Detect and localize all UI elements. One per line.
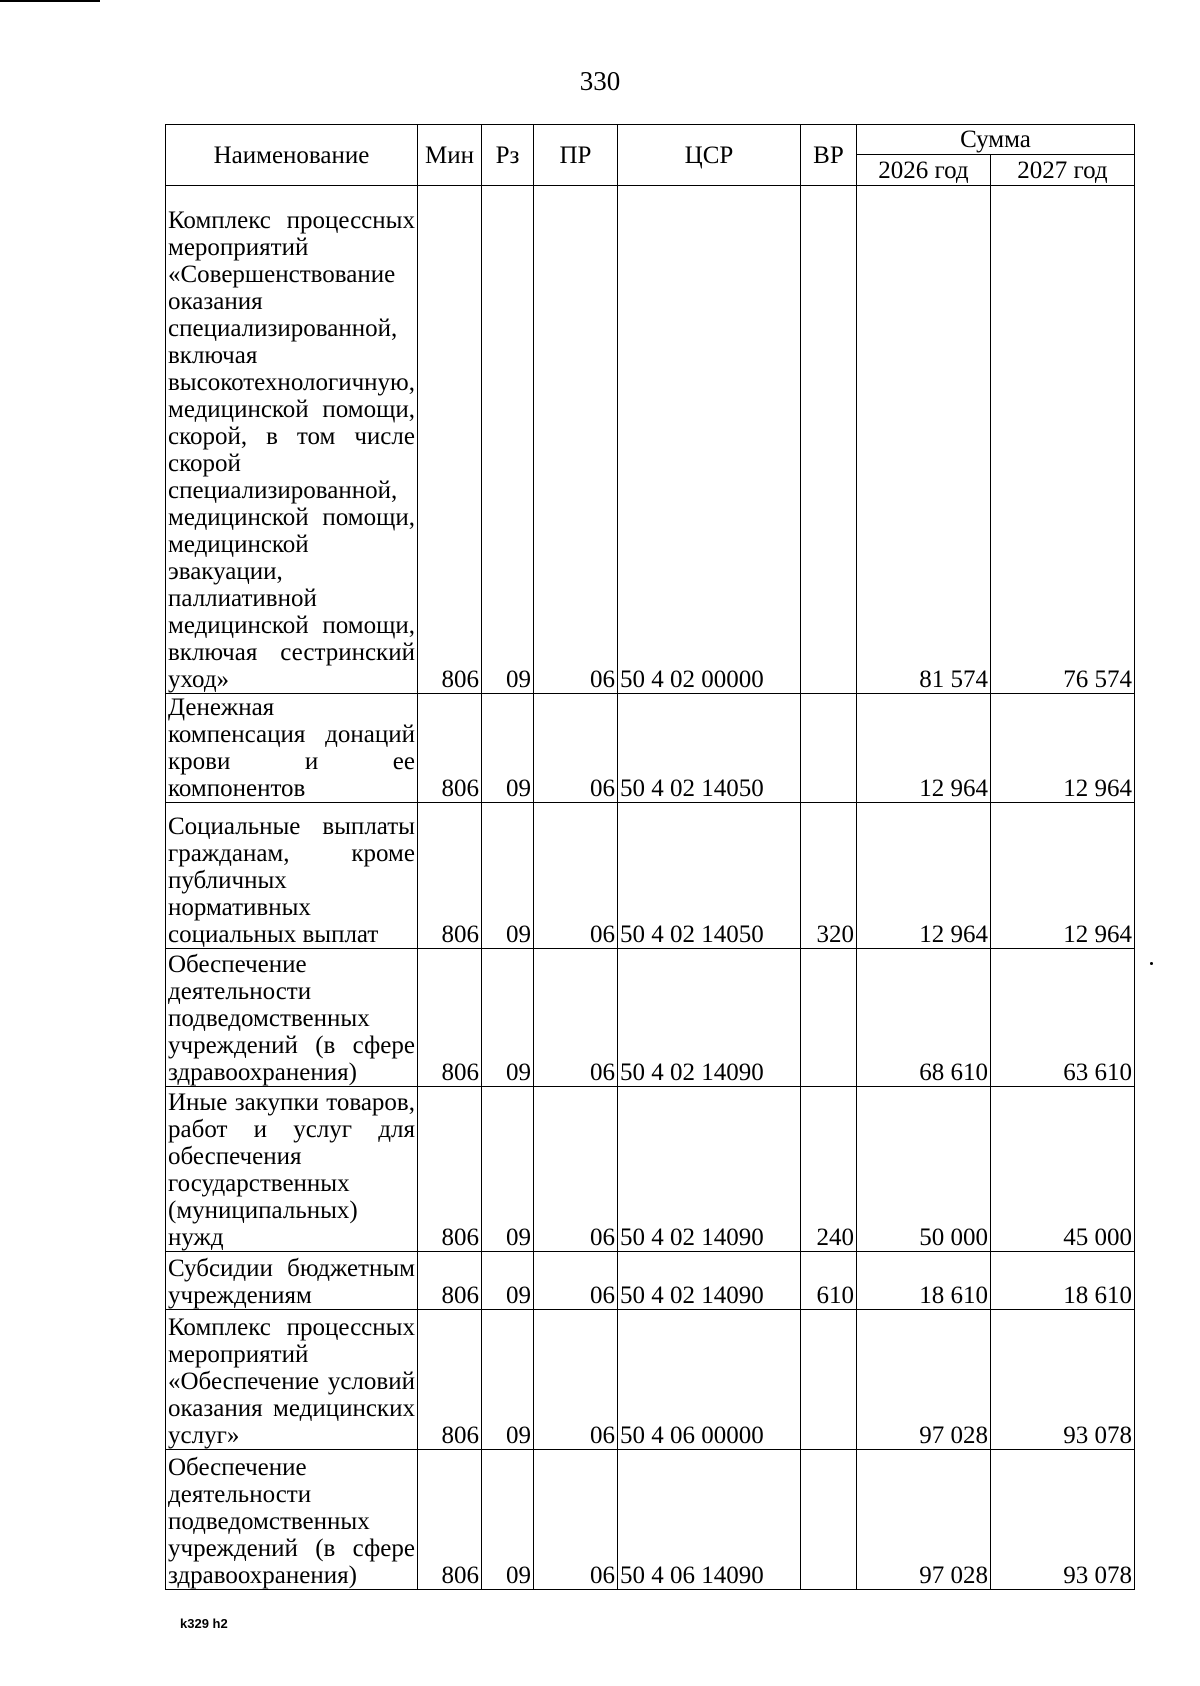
table-row <box>166 1252 1135 1310</box>
row-csr: 50 4 02 14090 <box>617 1087 800 1252</box>
budget-table <box>165 124 1135 1590</box>
row-amount-2026: 50 000 <box>856 1087 990 1252</box>
row-name: Комплекс процессных мероприятий «Совершенствование оказания специализированной, включая высокотехнологичную, медицинской помощи, скорой, в том числе скорой специализированной, медицинской помощи, медицинской эвакуации, паллиативной медицинской помощи, включая сестринский уход» <box>166 186 418 694</box>
header-rz: Рз <box>481 125 533 186</box>
scan-edge-mark <box>0 0 100 2</box>
row-amount-2026: 97 028 <box>856 1310 990 1450</box>
row-min: 806 <box>417 1450 481 1590</box>
row-min: 806 <box>417 1310 481 1450</box>
row-amount-2027: 12 964 <box>990 803 1134 949</box>
row-csr: 50 4 02 14050 <box>617 803 800 949</box>
row-csr: 50 4 06 14090 <box>617 1450 800 1590</box>
table-row <box>166 694 1135 803</box>
footer-code: k329 h2 <box>180 1616 228 1631</box>
page-number: 330 <box>579 66 621 96</box>
header-min: Мин <box>417 125 481 186</box>
row-csr: 50 4 02 00000 <box>617 186 800 694</box>
table-row <box>166 1310 1135 1450</box>
row-rz: 09 <box>481 1087 533 1252</box>
table-row <box>166 186 1135 694</box>
header-vr: ВР <box>800 125 856 186</box>
table-row <box>166 1087 1135 1252</box>
row-min: 806 <box>417 694 481 803</box>
row-amount-2027: 76 574 <box>990 186 1134 694</box>
row-amount-2027: 12 964 <box>990 694 1134 803</box>
row-name: Субсидии бюджетным учреждениям <box>166 1252 418 1310</box>
row-pr: 06 <box>533 1450 617 1590</box>
row-vr <box>800 1450 856 1590</box>
row-pr: 06 <box>533 1087 617 1252</box>
row-min: 806 <box>417 1087 481 1252</box>
row-vr <box>800 694 856 803</box>
row-amount-2026: 18 610 <box>856 1252 990 1310</box>
row-pr: 06 <box>533 1310 617 1450</box>
header-csr: ЦСР <box>617 125 800 186</box>
row-amount-2027: 18 610 <box>990 1252 1134 1310</box>
row-vr: 610 <box>800 1252 856 1310</box>
row-pr: 06 <box>533 694 617 803</box>
row-amount-2026: 81 574 <box>856 186 990 694</box>
row-pr: 06 <box>533 949 617 1087</box>
row-amount-2027: 93 078 <box>990 1310 1134 1450</box>
row-name: Обеспечение деятельности подведомственных учреждений (в сфере здравоохранения) <box>166 1450 418 1590</box>
row-rz: 09 <box>481 186 533 694</box>
row-amount-2026: 12 964 <box>856 694 990 803</box>
row-name: Обеспечение деятельности подведомственных учреждений (в сфере здравоохранения) <box>166 949 418 1087</box>
header-2027: 2027 год <box>990 155 1134 186</box>
row-pr: 06 <box>533 186 617 694</box>
header-sum: Сумма <box>856 125 1134 155</box>
row-rz: 09 <box>481 949 533 1087</box>
scan-speck <box>1150 962 1153 965</box>
header-pr: ПР <box>533 125 617 186</box>
row-min: 806 <box>417 186 481 694</box>
row-vr <box>800 186 856 694</box>
row-vr: 240 <box>800 1087 856 1252</box>
table-row <box>166 1450 1135 1590</box>
row-rz: 09 <box>481 803 533 949</box>
row-amount-2027: 63 610 <box>990 949 1134 1087</box>
row-rz: 09 <box>481 1450 533 1590</box>
row-vr <box>800 1310 856 1450</box>
row-min: 806 <box>417 1252 481 1310</box>
row-csr: 50 4 06 00000 <box>617 1310 800 1450</box>
row-min: 806 <box>417 949 481 1087</box>
table-row <box>166 803 1135 949</box>
row-rz: 09 <box>481 1252 533 1310</box>
row-csr: 50 4 02 14090 <box>617 949 800 1087</box>
row-amount-2026: 68 610 <box>856 949 990 1087</box>
row-pr: 06 <box>533 803 617 949</box>
row-rz: 09 <box>481 1310 533 1450</box>
row-vr <box>800 949 856 1087</box>
row-vr: 320 <box>800 803 856 949</box>
row-csr: 50 4 02 14050 <box>617 694 800 803</box>
header-name: Наименование <box>166 125 418 186</box>
header-2026: 2026 год <box>856 155 990 186</box>
row-amount-2027: 93 078 <box>990 1450 1134 1590</box>
row-csr: 50 4 02 14090 <box>617 1252 800 1310</box>
row-pr: 06 <box>533 1252 617 1310</box>
row-amount-2026: 97 028 <box>856 1450 990 1590</box>
row-name: Комплекс процессных мероприятий «Обеспечение условий оказания медицинских услуг» <box>166 1310 418 1450</box>
row-amount-2027: 45 000 <box>990 1087 1134 1252</box>
row-name: Социальные выплаты гражданам, кроме публичных нормативных социальных выплат <box>166 803 418 949</box>
row-name: Иные закупки товаров, работ и услуг для обеспечения государственных (муниципальных) нужд <box>166 1087 418 1252</box>
row-min: 806 <box>417 803 481 949</box>
table-row <box>166 949 1135 1087</box>
row-rz: 09 <box>481 694 533 803</box>
row-name: Денежная компенсация донаций крови и ее компонентов <box>166 694 418 803</box>
row-amount-2026: 12 964 <box>856 803 990 949</box>
